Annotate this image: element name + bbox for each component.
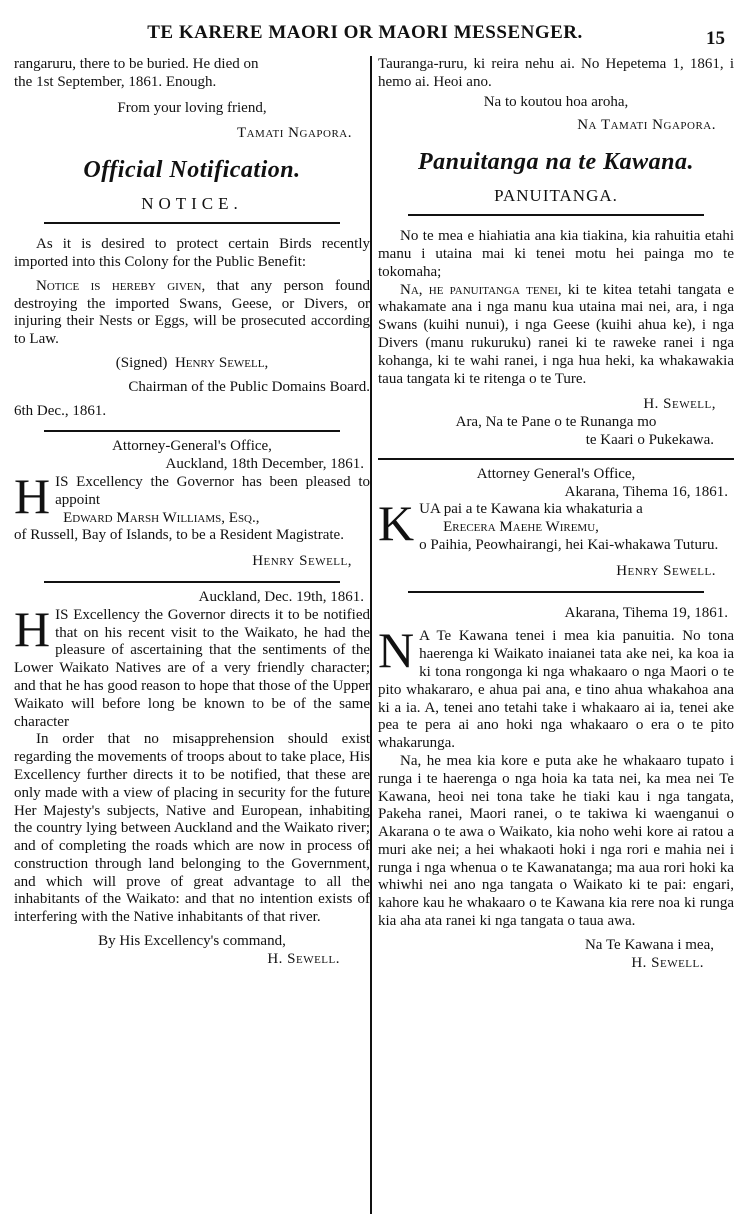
ag-appointee: Edward Marsh Williams, Esq.,: [63, 509, 260, 526]
notice-lead: Notice is hereby given,: [36, 277, 206, 294]
masthead-title: TE KARERE MAORI OR MAORI MESSENGER.: [147, 22, 583, 43]
panuitanga-title-2: te Kaari o Pukekawa.: [585, 431, 714, 448]
ag-notice-maori: [378, 495, 734, 554]
panuitanga-rule: [408, 214, 704, 216]
panuitanga-lead: Na, he panuitanga tenei,: [400, 281, 562, 298]
notice-body: [14, 278, 370, 349]
letter-end-line-2: the 1st September, 1861. Enough.: [14, 73, 217, 90]
page-header: [0, 0, 740, 52]
section-rule-2: [44, 581, 340, 583]
signed-label: (Signed): [115, 354, 168, 371]
ag-appointee-maori: Erecera Maehe Wiremu,: [443, 519, 599, 536]
letter-signature-maori: Na Tamati Ngapora.: [577, 117, 716, 134]
dropcap-k: K: [378, 495, 415, 552]
auckland-text-2: In order that no misapprehension should exist regarding the movements of troops about to take place, His Excellency further directs it to be notified, that these are only made with a view of placing in security for the future Her Majesty's subjects, Native and European, inhabiting the country lying between Auckland and the Waikato river; and of completing the roads which are now in process of construction through land belonging to the Government, and which will prove of great advantage to all the inhabitants of the Waikato: and that no intention exists of interfering with the Native inhabitants of that river.: [14, 731, 370, 926]
akarana-date: Akarana, Tihema 19, 1861.: [564, 604, 728, 621]
column-divider: [370, 56, 372, 1214]
auckland-signature: H. Sewell.: [267, 950, 340, 967]
signed-line: [14, 355, 370, 373]
panuitanga-heading: PANUITANGA.: [494, 186, 618, 206]
section-rule-maori-2: [408, 591, 704, 593]
auckland-notice: [14, 600, 370, 732]
ag-notice: [14, 467, 370, 545]
section-title-official-notification: Official Notification.: [83, 157, 301, 184]
auckland-text-1: IS Excellency the Governor directs it to be notified that on his recent visit to the Waikato, he had the pleasure of ascertaining that the sentiments of the Lower Waikato Natives are of a very friendly character; and that he has good reason to hope that those of the Upper Waikato will before long be known to be of the same character: [14, 606, 370, 730]
chairman-title: Chairman of the Public Domains Board.: [128, 378, 370, 395]
panuitanga-signature: H. Sewell,: [643, 396, 716, 413]
notice-body-text: that any person found destroying the imported Swans, Geese, or Divers, or injuring their Nests or Eggs, will be prosecuted according to Law.: [14, 277, 370, 348]
ag-text-1-maori: UA pai a te Kawana kia whakaturia a: [419, 501, 643, 518]
ag-signature-maori: Henry Sewell.: [616, 562, 716, 579]
panuitanga-body-text: ki te kitea tetahi tangata e whakamate ana i nga manu kua utaina mai nei, ara, i nga Swans (kuihi nunui), i nga Geese (kuihi ahua ke), i nga Divers (manu rukuruku) ranei ki te raweke ranei i nga kohanga, ki te wahi ranei, i nga hua heki, ka whakawakia taua tangata ki te ritenga o te Ture.: [378, 281, 734, 387]
section-rule: [44, 430, 340, 432]
signed-name: Henry Sewell,: [174, 354, 269, 371]
auckland-date: Auckland, Dec. 19th, 1861.: [198, 588, 364, 605]
ag-text-2-maori: o Paihia, Peowhairangi, hei Kai-whakawa Tuturu.: [419, 536, 719, 553]
ag-place-date-maori: Akarana, Tihema 16, 1861.: [564, 483, 728, 500]
english-column: [14, 56, 370, 1214]
letter-signature: Tamati Ngapora.: [236, 125, 352, 142]
notice-heading: NOTICE.: [141, 194, 243, 214]
dropcap-n: N: [378, 622, 415, 679]
section-rule-maori: [378, 458, 734, 460]
notice-rule: [44, 222, 340, 224]
panuitanga-intro: No te mea e hiahiatia ana kia tiakina, kia rahuitia etahi manu i utaina mai ki tenei motu hei painga mo te tokomaha;: [378, 228, 734, 280]
ag-text-1: IS Excellency the Governor has been pleased to appoint: [55, 473, 370, 508]
page-number: 15: [706, 28, 725, 49]
maori-column: [378, 56, 734, 1214]
notice-intro: As it is desired to protect certain Birds recently imported into this Colony for the Public Benefit:: [14, 236, 370, 270]
akarana-signature: H. Sewell.: [631, 954, 704, 971]
letter-end-line-1: rangaruru, there to be buried. He died on: [14, 56, 259, 72]
akarana-text-2: Na, he mea kia kore e puta ake he whakaaro tupato i runga i te haerenga o nga hoia ka tata nei, ka mea nei Te Kawana, heoi nei tona take he tiaki kau i nga tangata, Pakeha ranei, Maori ranei, o te takiwa ki waenganui o Akarana o te awa o Waikato, kia noho wehi kore ai ratou a muri ake nei; a hei whakaoti hoki i nga rori e mahia nei i runga i nga whenua o te Kawanatanga; ma aua rori hoki ka whiwhi nei ano nga tangata o Waikato ki te pai: engari, kahore kau he whakaaro o te Kawana kia rere noa ki runga kia aha ata ranei ki nga tangata o taua awa.: [378, 752, 734, 930]
ag-office: Attorney-General's Office,: [112, 438, 272, 455]
dropcap-h: H: [14, 467, 51, 524]
ag-office-maori: Attorney General's Office,: [476, 465, 636, 482]
ag-text-2: of Russell, Bay of Islands, to be a Resident Magistrate.: [14, 527, 344, 544]
panuitanga-title-1: Ara, Na te Pane o te Runanga mo: [455, 414, 657, 431]
auckland-command: By His Excellency's command,: [98, 933, 286, 950]
letter-closing: From your loving friend,: [117, 99, 267, 116]
ag-signature: Henry Sewell,: [252, 553, 352, 570]
ag-place-date: Auckland, 18th December, 1861.: [165, 456, 364, 473]
akarana-notice: [378, 622, 734, 753]
panuitanga-body: [378, 282, 734, 389]
letter-closing-maori: Na to koutou hoa aroha,: [483, 93, 629, 110]
notice-date: 6th Dec., 1861.: [14, 402, 107, 419]
akarana-command: Na Te Kawana i mea,: [584, 936, 714, 953]
section-title-panuitanga: Panuitanga na te Kawana.: [417, 149, 695, 176]
akarana-text-1: A Te Kawana tenei i mea kia panuitia. No tona haerenga ki Waikato inaianei tata ake nei, ka koa ia ki tona rongonga ki nga whakaaro o nga Maori o te pito whakararo, e ahua pai ana, e tino ahua whakahoa ana ki a ia. A, tenei ano tetahi take i whakaaro ai ia, tenei ake pea te pera ai ano hoki nga whakaaro o era o te pito whakarunga.: [378, 628, 734, 752]
dropcap-h-2: H: [14, 600, 51, 657]
letter-end-maori: Tauranga-ruru, ki reira nehu ai. No Hepetema 1, 1861, i hemo ai. Heoi ano.: [378, 56, 734, 90]
